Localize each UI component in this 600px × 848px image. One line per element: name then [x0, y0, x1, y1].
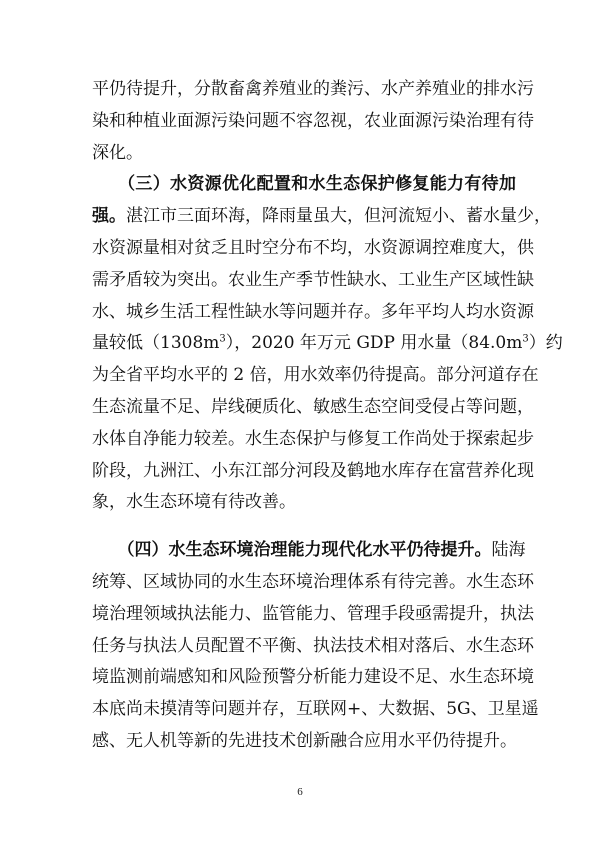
text-line: 水、城乡生活工程性缺水等问题并存。多年平均人均水资源	[92, 301, 534, 322]
text-line: 境治理领域执法能力、监管能力、管理手段亟需提升，执法	[92, 603, 534, 624]
text-line: 深化。	[92, 142, 143, 163]
text-segment: 湛江市三面环海，降雨量虽大，但河流短小、蓄水量少，	[126, 206, 551, 227]
paragraph-governance	[92, 535, 539, 758]
text-line: 需矛盾较为突出。农业生产季节性缺水、工业生产区域性缺	[92, 269, 534, 290]
text-segment: 陆海	[491, 540, 526, 561]
text-line: 平仍待提升，分散畜禽养殖业的粪污、水产养殖业的排水污	[92, 79, 534, 99]
text-segment: ），2020 年万元 GDP 用水量（84.0m	[225, 333, 523, 354]
text-segment: ）约	[528, 333, 563, 354]
text-line: 水体自净能力较差。水生态保护与修复工作尚处于探索起步	[92, 428, 534, 449]
page-number: 6	[297, 786, 303, 798]
text-line: 任务与执法人员配置不平衡、执法技术相对落后、水生态环	[92, 635, 534, 656]
text-line: 本底尚未摸清等问题并存，互联网+、大数据、5G、卫星遥	[92, 699, 539, 720]
paragraph-continuation	[92, 74, 534, 169]
text-line	[92, 201, 551, 233]
text-segment: 量较低（1308m	[92, 333, 220, 354]
text-line: 水资源量相对贫乏且时空分布不均，水资源调控难度大，供	[92, 237, 534, 258]
text-line: 生态流量不足、岸线硬质化、敏感生态空间受侵占等问题，	[92, 396, 534, 417]
text-line	[92, 169, 516, 201]
text-line	[92, 535, 526, 567]
text-line: 象，水生态环境有待改善。	[92, 492, 296, 513]
text-line: 染和种植业面源污染问题不容忽视，农业面源污染治理有待	[92, 110, 534, 131]
text-line: 统筹、区域协同的水生态环境治理体系有待完善。水生态环	[92, 571, 534, 592]
body-text	[92, 74, 563, 758]
section-heading: （三）水资源优化配置和水生态保护修复能力有待加	[126, 174, 516, 195]
text-line: 感、无人机等新的先进技术创新融合应用水平仍待提升。	[92, 730, 517, 751]
text-line: 阶段，九洲江、小东江部分河段及鹤地水库存在富营养化现	[92, 460, 534, 481]
superscript: 3	[522, 333, 529, 345]
text-line: 境监测前端感知和风险预警分析能力建设不足、水生态环境	[92, 667, 534, 688]
text-line	[92, 328, 563, 360]
superscript: 3	[219, 333, 226, 345]
section-heading-continued: 强。	[92, 206, 126, 227]
paragraph-water-resources	[92, 169, 563, 519]
section-heading: （四）水生态环境治理能力现代化水平仍待提升。	[126, 540, 492, 561]
text-line: 为全省平均水平的 2 倍，用水效率仍待提高。部分河道存在	[92, 365, 539, 386]
paragraph-gap	[92, 519, 516, 535]
